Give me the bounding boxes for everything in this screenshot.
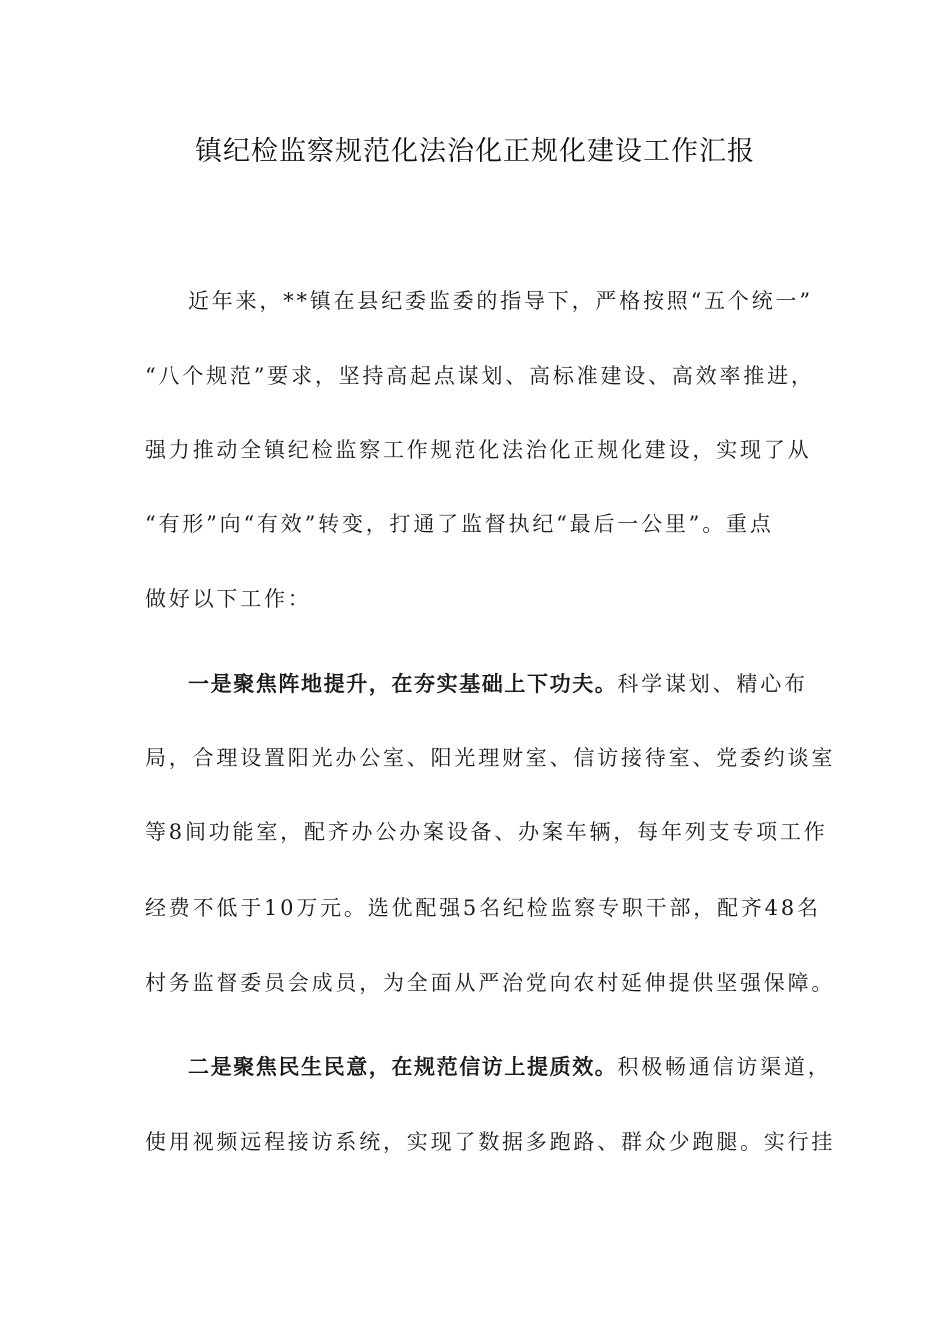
intro-line-3: 强力推动全镇纪检监察工作规范化法治化正规化建设，实现了从 [145, 438, 812, 462]
section1-line-2: 局，合理设置阳光办公室、阳光理财室、信访接待室、党委约谈室 [145, 746, 836, 770]
section2-first-line [188, 1051, 848, 1083]
intro-line-5: 做好以下工作： [145, 587, 312, 611]
section1-line-4: 经费不低于10万元。选优配强5名纪检监察专职干部，配齐48名 [145, 896, 821, 920]
section1-first-line [188, 668, 848, 700]
section2-heading: 二是聚焦民生民意，在规范信访上提质效。 [188, 1055, 618, 1079]
section1-line-3: 等8间功能室，配齐办公办案设备、办案车辆，每年列支专项工作 [145, 820, 828, 844]
intro-line-1: 近年来，**镇在县纪委监委的指导下，严格按照“五个统一” [188, 289, 813, 313]
section1-heading: 一是聚焦阵地提升，在夯实基础上下功夫。 [188, 672, 618, 696]
section2-line-2: 使用视频远程接访系统，实现了数据多跑路、群众少跑腿。实行挂 [145, 1130, 836, 1154]
section1-line-5: 村务监督委员会成员，为全面从严治党向农村延伸提供坚强保障。 [145, 971, 836, 995]
section1-first-line-text: 科学谋划、精心布 [617, 672, 808, 696]
intro-line-4: “有形”向“有效”转变，打通了监督执纪“最后一公里”。重点 [145, 512, 774, 536]
document-title: 镇纪检监察规范化法治化正规化建设工作汇报 [195, 136, 755, 167]
intro-line-2: “八个规范”要求，坚持高起点谋划、高标准建设、高效率推进， [145, 364, 815, 388]
section2-first-line-text: 积极畅通信访渠道， [617, 1055, 832, 1079]
